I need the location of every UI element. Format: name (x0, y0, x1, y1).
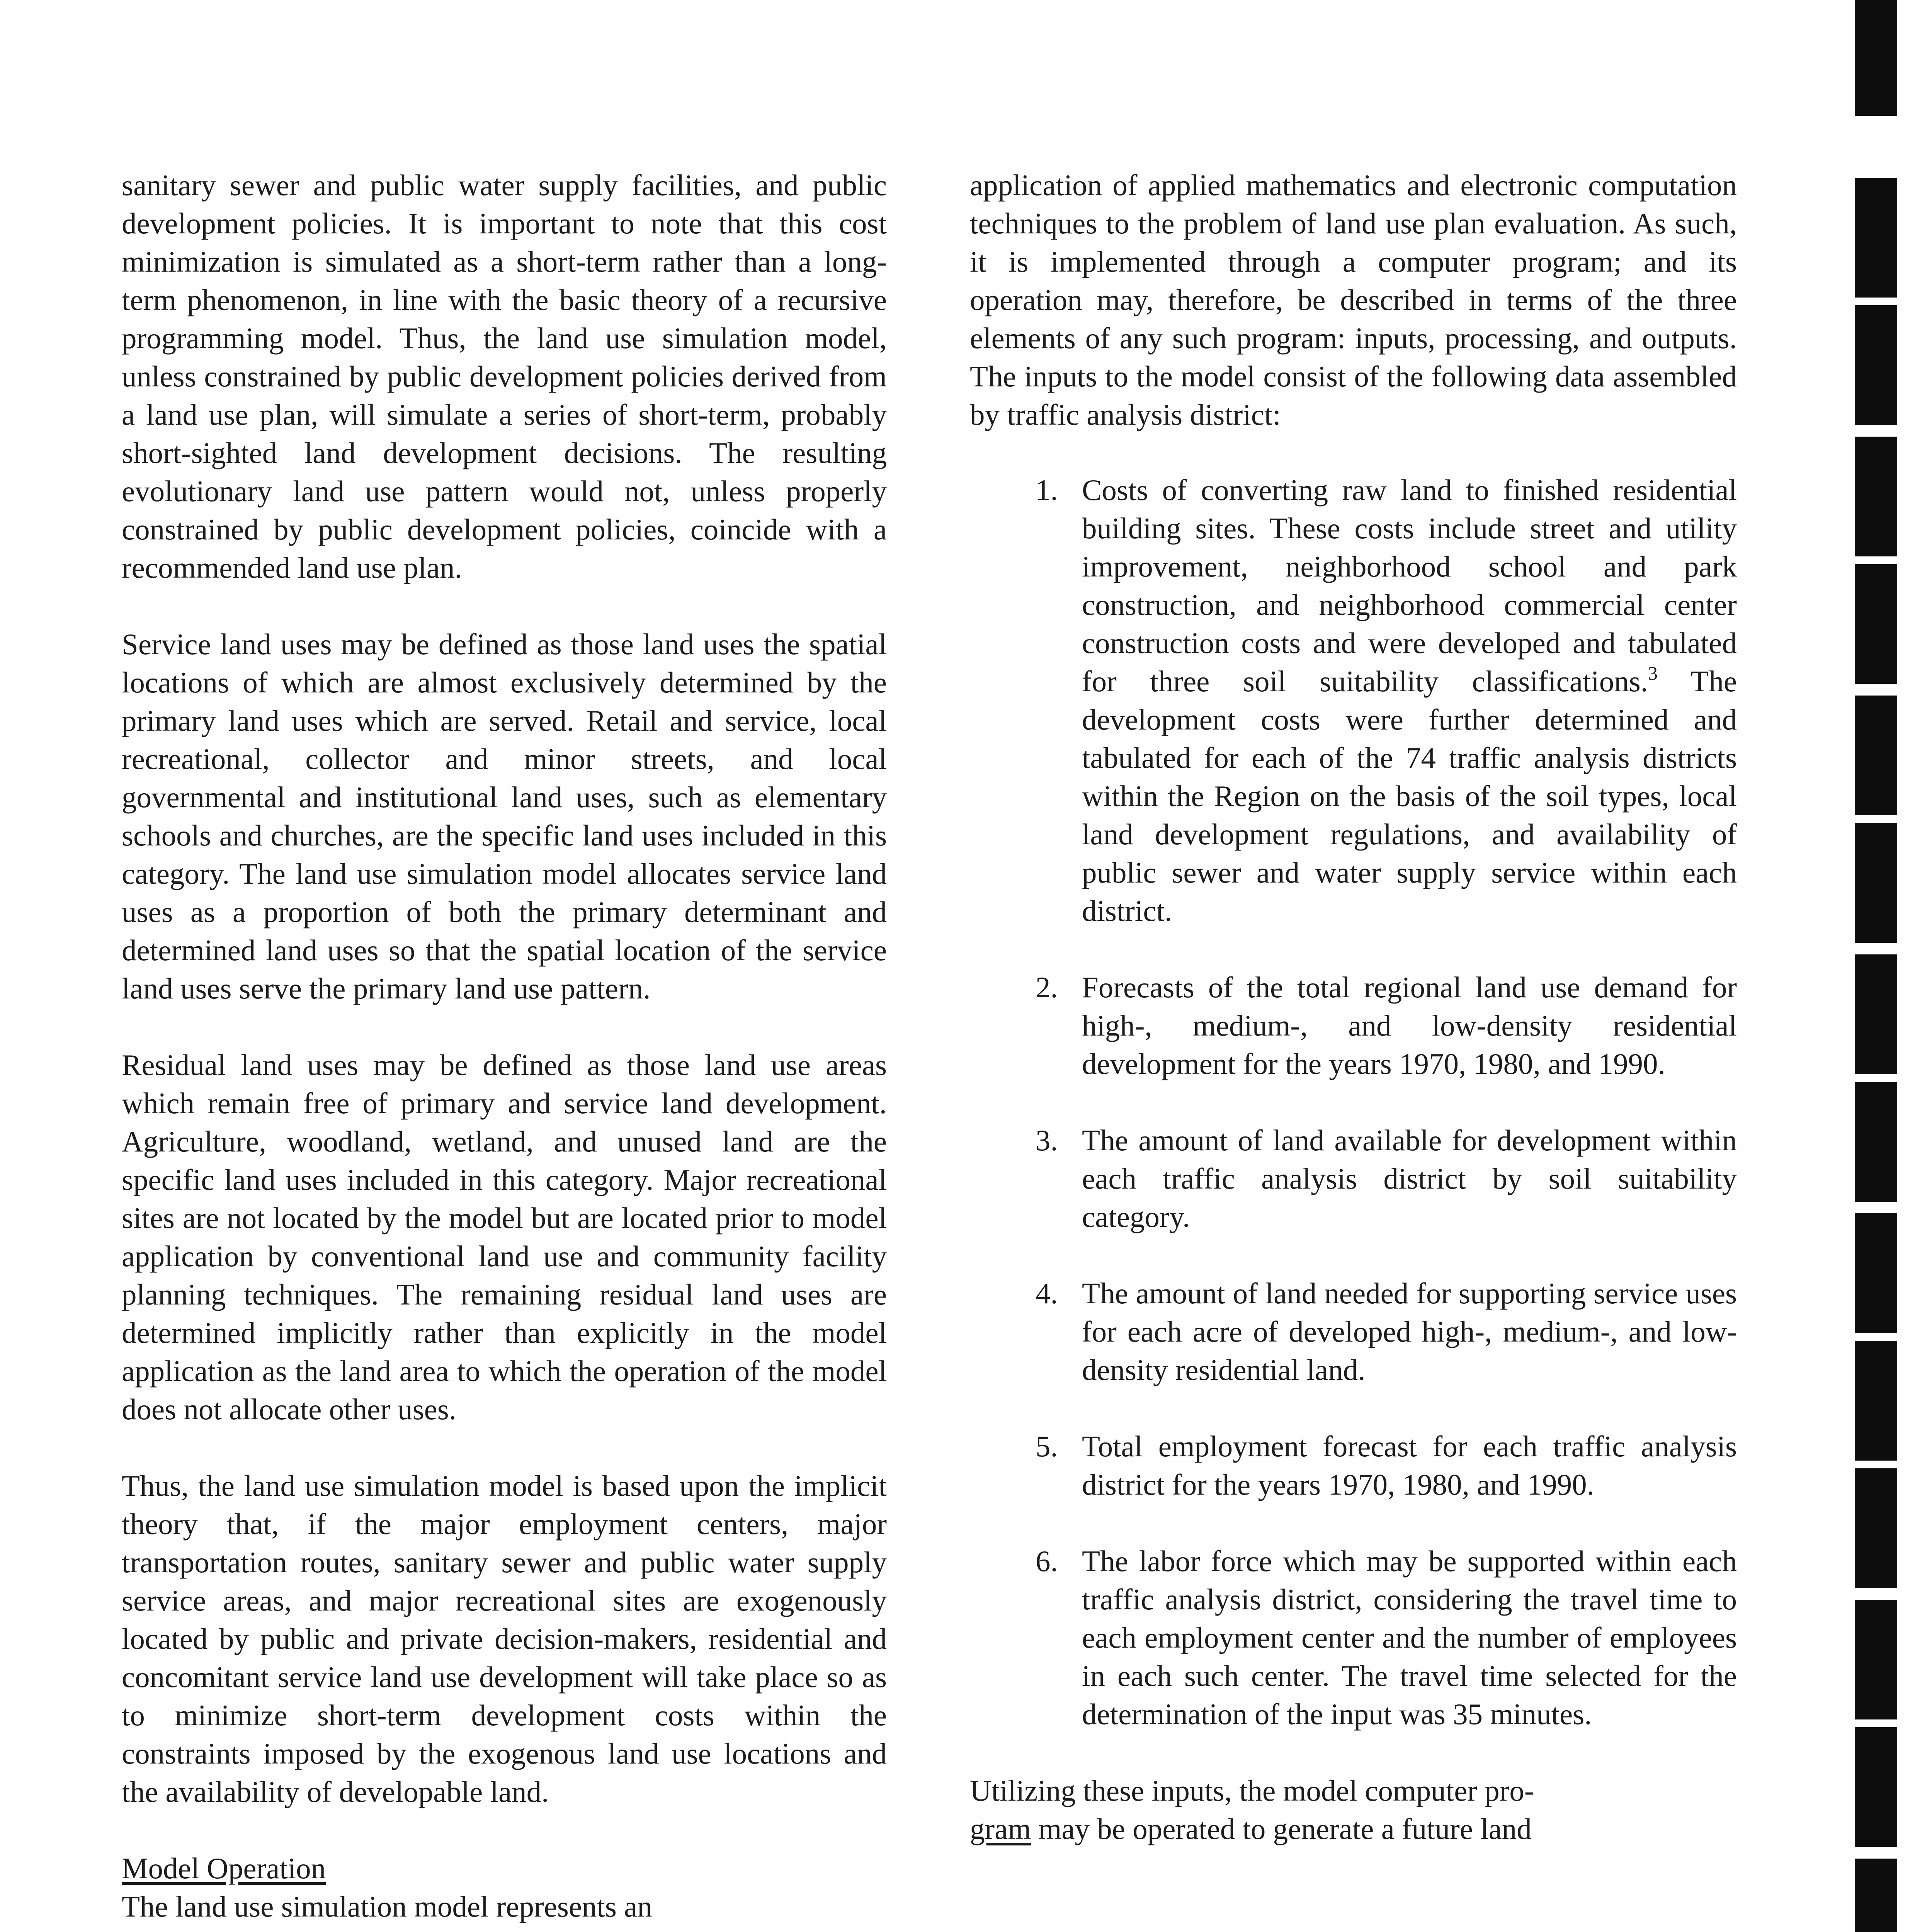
input-list (970, 471, 1737, 1733)
list-item-number: 4. (1036, 1277, 1058, 1310)
list-item-number: 6. (1036, 1544, 1058, 1578)
closing-underlined-word: gram (970, 1812, 1031, 1845)
edge-mark (1855, 1082, 1897, 1202)
list-item-text-continued: The development costs were further determined and tabulated for each of the 74 traffic analysis districts within the Region on the basis of the soil types, local land development regulations, and availability of public sewer and water supply service within each district. (1082, 665, 1737, 927)
list-item (970, 1274, 1737, 1389)
list-item-text: The amount of land available for development within each traffic analysis district by soil suitability category. (1082, 1124, 1737, 1233)
paragraph-model-operation: The land use simulation model represents an (122, 1890, 652, 1923)
list-item (970, 968, 1737, 1083)
list-item (970, 1427, 1737, 1504)
paragraph-implicit-theory: Thus, the land use simulation model is based upon the implicit theory that, if the major employment centers, major transportation routes, sanitary sewer and public water supply service areas, and major recreational sites are exogenously located by public and private decision-makers, residential and concomitant service land use development will take place so as to minimize short-term development costs within the constraints imposed by the exogenous land use locations and the availability of developable land. (122, 1469, 887, 1808)
list-item-text: Total employment forecast for each traffic analysis district for the years 1970, 1980, and 1990. (1082, 1430, 1737, 1501)
scan-edge-marks (1855, 0, 1901, 1932)
list-item-number: 5. (1036, 1430, 1058, 1463)
edge-mark (1855, 0, 1897, 116)
edge-mark (1855, 564, 1897, 684)
list-item-number: 2. (1036, 971, 1058, 1004)
paragraph-utilizing-inputs (970, 1772, 1737, 1848)
list-item-text: Forecasts of the total regional land use demand for high-, medium-, and low-density residential development for the years 1970, 1980, and 1990. (1082, 971, 1737, 1080)
list-item-text: The amount of land needed for supporting service uses for each acre of developed high-, medium-, and low-density residential land. (1082, 1277, 1737, 1386)
paragraph-model-inputs-intro: application of applied mathematics and electronic computation techniques to the problem of land use plan evaluation. As such, it is implemented through a computer program; and its operation may, therefore, be described in terms of the three elements of any such program: inputs, processing, and outputs. The inputs to the model consist of the following data assembled by traffic analysis district: (970, 168, 1737, 431)
list-item (970, 471, 1737, 930)
list-item-text: Costs of converting raw land to finished residential building sites. These costs include street and utility improvement, neighborhood school and park construction, and neighborhood commercial center construction costs and were developed and tabulated for three soil suitability classifications. (1082, 473, 1737, 698)
closing-text-line-two: may be operated to generate a future land (1031, 1812, 1532, 1845)
list-item-number: 1. (1036, 473, 1058, 507)
edge-mark (1855, 1468, 1897, 1588)
list-item (970, 1542, 1737, 1733)
paragraph-residual-land-uses: Residual land uses may be defined as those land use areas which remain free of primary and service land development. Agriculture, woodland, wetland, and unused land are the specific land uses included in this category. Major recreational sites are not located by the model but are located prior to model application by conventional land use and community facility planning techniques. The remaining residual land uses are determined implicitly rather than explicitly in the model application as the land area to which the operation of the model does not allocate other uses. (122, 1048, 887, 1426)
list-item-text: The labor force which may be supported within each traffic analysis district, considering the travel time to each employment center and the number of employees in each such center. The travel time selected for the determination of the input was 35 minutes. (1082, 1544, 1737, 1731)
edge-mark (1855, 1859, 1897, 1932)
edge-mark (1855, 1213, 1897, 1333)
edge-mark (1855, 823, 1897, 943)
paragraph-service-land-uses: Service land uses may be defined as those land uses the spatial locations of which are almost exclusively determined by the primary land uses which are served. Retail and service, local recreational, collector and minor streets, and local governmental and institutional land uses, such as elementary schools and churches, are the specific land uses included in this category. The land use simulation model allocates service land uses as a proportion of both the primary determinant and determined land uses so that the spatial location of the service land uses serve the primary land use pattern. (122, 628, 887, 1005)
edge-mark (1855, 696, 1897, 815)
list-item (970, 1121, 1737, 1236)
edge-mark (1855, 1600, 1897, 1719)
closing-text-line-one: Utilizing these inputs, the model computer pro- (970, 1774, 1534, 1807)
footnote-reference: 3 (1648, 662, 1658, 684)
section-heading-model-operation: Model Operation (122, 1852, 326, 1885)
edge-mark (1855, 178, 1897, 298)
left-column (122, 166, 887, 1926)
paragraph-cost-minimization: sanitary sewer and public water supply facilities, and public development policies. It is important to note that this cost minimization is simulated as a short-term rather than a long-term phenomenon, in line with the basic theory of a recursive programming model. Thus, the land use simulation model, unless constrained by public development policies derived from a land use plan, will simulate a series of short-term, probably short-sighted land development decisions. The resulting evolutionary land use pattern would not, unless properly constrained by public development policies, coincide with a recommended land use plan. (122, 168, 887, 584)
list-item-number: 3. (1036, 1124, 1058, 1157)
edge-mark (1855, 954, 1897, 1074)
edge-mark (1855, 305, 1897, 425)
right-column (970, 166, 1737, 1848)
edge-mark (1855, 1341, 1897, 1461)
edge-mark (1855, 437, 1897, 556)
edge-mark (1855, 1727, 1897, 1847)
